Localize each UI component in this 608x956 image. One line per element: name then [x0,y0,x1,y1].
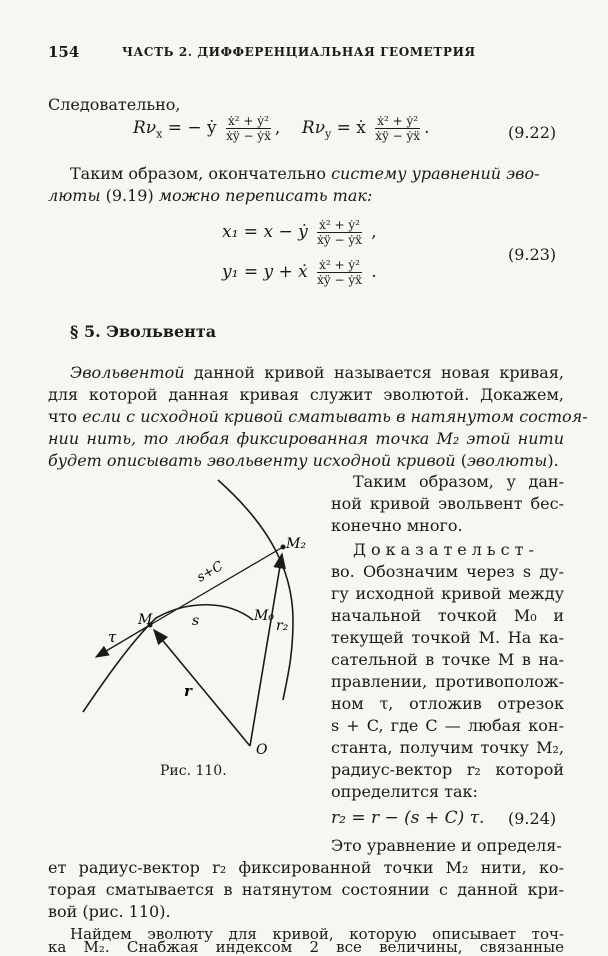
para3-line4: вой (рис. 110). [48,902,171,921]
eq922-sub2: y [325,127,332,141]
eq922-eq2: = ẋ [331,118,366,138]
para3-line2: ет радиус-вектор r₂ фиксированной точки M₂ нити, ко- [48,858,564,877]
intro-text: Следовательно, [48,95,181,114]
right-col-line1: Таким образом, у дан- [353,472,564,491]
point-m2 [281,545,286,550]
para2-line2: для которой данная кривая служит эволютой. Докажем, [48,385,564,404]
section-title: § 5. Эвольвента [70,322,217,341]
involute-curve [218,480,293,700]
para2-line3: что если с исходной кривой сматывать в натянутом состоя- [48,407,588,426]
eq922-number: (9.22) [508,123,557,142]
para1-line1: Таким образом, окончательно систему уравнений эво- [70,164,540,183]
label-M: M [138,612,153,628]
label-M0: M₀ [254,608,274,624]
proof-line5: сательной в точке M в на- [331,650,564,669]
para3-line1: Это уравнение и определя- [331,836,562,855]
label-r: r [184,682,192,700]
para4-line2: ка M₂. Снабжая индексом 2 все величины, связанные [48,938,564,956]
eq922-frac1: $\frac{\text{ẋ² + ẏ²}}{\text{ẋÿ − ẏẍ}}$ [226,114,271,143]
page-number: 154 [48,43,80,61]
eq922-eq1: = − ẏ [162,118,217,138]
figure-110 [78,470,324,760]
label-tau: τ [108,628,117,646]
evolute-curve [83,605,253,712]
para1-line2: люты (9.19) можно переписать так: [48,186,373,205]
label-sC: s+C [194,558,226,586]
proof-line6: правлении, противополож- [331,672,564,691]
eq922-lhs2: Rν [301,118,326,138]
proof-line1: во. Обозначим через s ду- [331,562,564,581]
eq923-number: (9.23) [508,245,557,264]
label-s: s [192,613,200,629]
equation-9-24: r₂ = r − (s + C) τ. [331,808,485,828]
proof-word: Доказательст- [353,540,539,559]
proof-line7: ном τ, отложив отрезок [331,694,564,713]
proof-line8: s + C, где C — любая кон- [331,716,564,735]
label-O: O [256,742,268,758]
para2-line4: нии нить, то любая фиксированная точка M₂ этой нити [48,429,564,448]
tau-arrow [96,625,150,657]
equation-9-23-y: y₁ = y + ẋ $\frac{\text{ẋ² + ẏ²}}{\text{ẋÿ − ẏẍ}}$ . [222,258,377,287]
para2-line5: будет описывать эвольвенту исходной кривой (эволюты). [48,451,559,470]
proof-line11: определится так: [331,782,478,801]
r-vector [154,630,250,746]
proof-line4: текущей точкой M. На ка- [331,628,564,647]
running-title: ЧАСТЬ 2. ДИФФЕРЕНЦИАЛЬНАЯ ГЕОМЕТРИЯ [122,45,476,59]
eq924-number: (9.24) [508,809,557,828]
eq922-lhs1: Rν [133,118,157,138]
eq922-frac2: $\frac{\text{ẋ² + ẏ²}}{\text{ẋÿ − ẏẍ}}$ [375,114,421,143]
right-col-line3: конечно много. [331,516,463,535]
para3-line3: торая сматывается в натянутом состоянии с данной кри- [48,880,564,899]
proof-line2: гу исходной кривой между [331,584,564,603]
equation-9-23-x: x₁ = x − ẏ $\frac{\text{ẋ² + ẏ²}}{\text{ẋÿ − ẏẍ}}$ , [222,218,377,247]
r2-vector [250,554,282,746]
right-col-line2: ной кривой эвольвент бес- [331,494,564,513]
proof-line3: начальной точкой M₀ и [331,606,564,625]
eq922-sub1: x [156,127,163,141]
figure-caption: Рис. 110. [160,763,227,779]
proof-line9: станта, получим точку M₂, [331,738,564,757]
para4-line1: Найдем эволюту для кривой, которую описывает точ- [70,925,564,943]
equation-9-22: $R\nu_x$ = − ẏ $\frac{\text{ẋ² + ẏ²}}{\text{ẋÿ − ẏẍ}}$ , $R\nu_y$ = ẋ $\frac{\text{ẋ² + ẏ²}}{\text{ẋÿ − ẏẍ}}$ . [133,114,430,143]
label-r2: r₂ [276,618,289,634]
label-M2: M₂ [286,536,306,552]
proof-line10: радиус-вектор r₂ которой [331,760,564,779]
para2-line1: Эвольвентой данной кривой называется новая кривая, [70,363,564,382]
